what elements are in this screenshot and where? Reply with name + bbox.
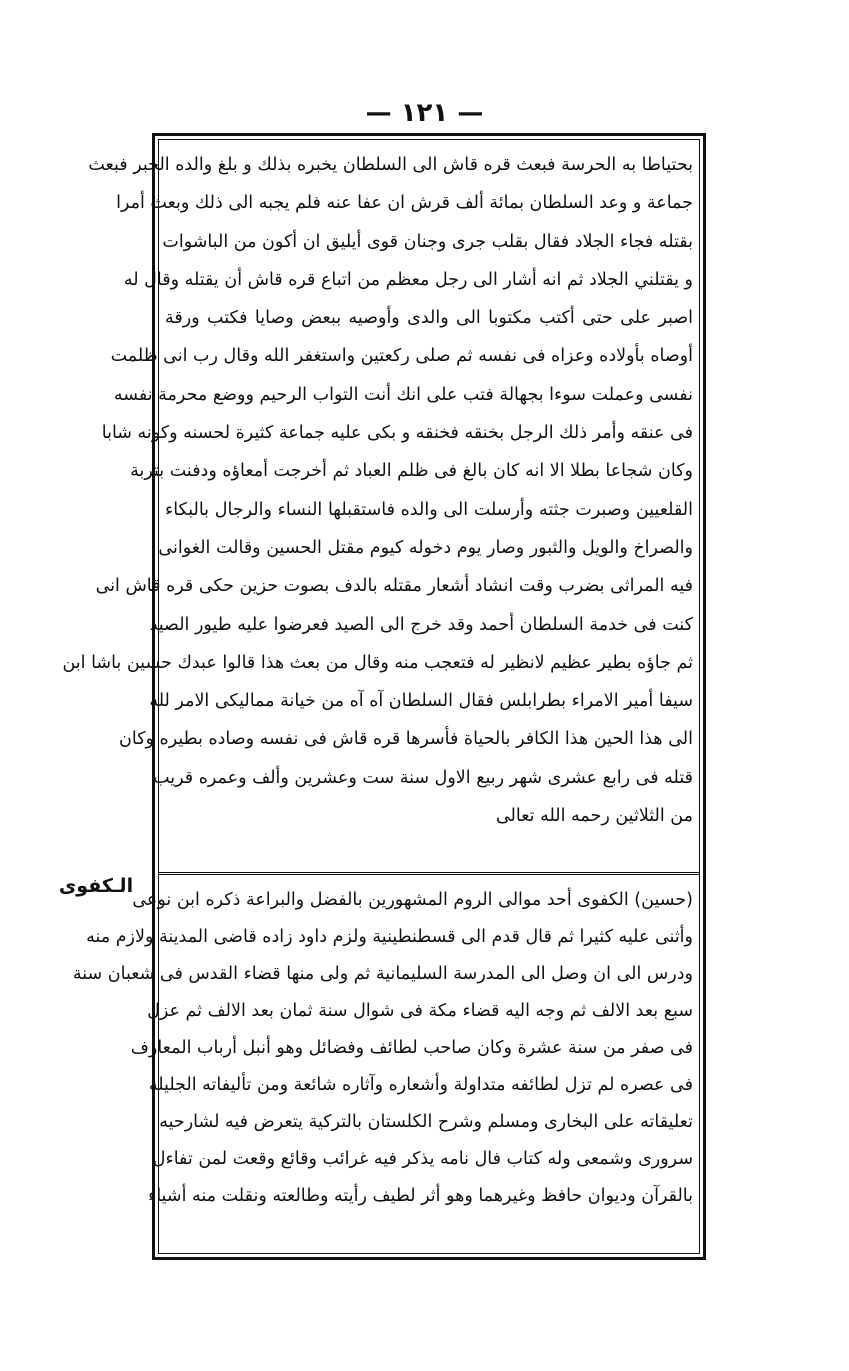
text-line: فى عصره لم تزل لطائفه متداولة وأشعاره وآثاره شائعة ومن تأليفاته الجليلة <box>148 1075 693 1095</box>
text-line: بقتله فجاء الجلاد فقال بقلب جرى وجنان قوى أيليق ان أكون من الباشوات <box>162 231 693 252</box>
text-line: بحتياطا به الحرسة فبعث قره قاش الى السلطان يخبره بذلك و بلغ والده الخبر فبعث <box>88 155 693 175</box>
text-line: والصراخ والويل والثبور وصار يوم دخوله كيوم مقتل الحسين وقالت الغوانى <box>158 537 693 558</box>
text-line: و يقتلني الجلاد ثم انه أشار الى رجل معظم من اتباع قره قاش أن يقتله وقال له <box>123 269 693 290</box>
text-line: فى صفر من سنة عشرة وكان صاحب لطائف وفضائل وهو أنبل أرباب المعارف <box>130 1038 693 1058</box>
text-line: فى عنقه وأمر ذلك الرجل بخنقه فخنقه و بكى عليه جماعة كثيرة لحسنه وكونه شابا <box>101 423 693 444</box>
text-line: وكان شجاعا بطلا الا انه كان بالغ فى ظلم العباد ثم أخرجت أمعاؤه ودفنت بتربة <box>130 461 693 482</box>
text-line: قتله فى رابع عشرى شهر ربيع الاول سنة ست وعشرين وألف وعمره قريب <box>153 767 693 788</box>
text-line: سيفا أمير الامراء بطرابلس فقال السلطان آه آه من خيانة مماليكى الامر لله <box>149 691 693 712</box>
text-line: تعليقاته على البخارى ومسلم وشرح الكلستان بالتركية يتعرض فيه لشارحيه <box>159 1112 693 1132</box>
text-line: فيه المراثى بضرب وقت انشاد أشعار مقتله بالدف بصوت حزين حكى قره قاش انى <box>95 576 693 597</box>
text-line: كنت فى خدمة السلطان أحمد وقد خرج الى الصيد فعرضوا عليه طيور الصيد <box>149 614 693 635</box>
text-line-final: من الثلاثين رحمه الله تعالى <box>495 806 693 827</box>
text-line: ثم جاؤه بطير عظيم لانظير له فتعجب منه وقال من بعث هذا قالوا عبدك حسين باشا ابن <box>62 652 693 673</box>
text-line: جماعة و وعد السلطان بمائة ألف قرش ان عفا عنه فلم يجبه الى ذلك وبعث أمرا <box>116 193 693 214</box>
text-line: أوصاه بأولاده وعزاه فى نفسه ثم صلى ركعتين واستغفر الله وقال رب انى ظلمت <box>110 346 693 367</box>
text-line: الى هذا الحين هذا الكافر بالحياة فأسرها قره قاش فى نفسه وصاده بطيره وكان <box>119 729 693 750</box>
text-line: وأثنى عليه كثيرا ثم قال قدم الى قسطنطينية ولزم داود زاده قاضى المدينة ولازم منه <box>86 927 693 947</box>
text-line: (حسين) الكفوى أحد موالى الروم المشهورين بالفضل والبراعة ذكره ابن نوعى <box>132 890 693 910</box>
text-line: بالقرآن وديوان حافظ وغيرهما وهو أثر لطيف رأيته وطالعته ونقلت منه أشياء <box>148 1186 693 1206</box>
text-line: سبع بعد الالف ثم وجه اليه قضاء مكة فى شوال سنة ثمان بعد الالف ثم عزل <box>147 1001 693 1021</box>
text-line: سرورى وشمعى وله كتاب فال نامه يذكر فيه غرائب وقائع وقعت لمن تفاءل <box>152 1149 693 1169</box>
text-line: نفسى وعملت سوءا بجهالة فتب على انك أنت التواب الرحيم ووضع محرمة نفسه <box>113 384 693 405</box>
text-line: ودرس الى ان وصل الى المدرسة السليمانية ثم ولى منها قضاء القدس فى شعبان سنة <box>72 964 693 984</box>
text-line: اصبر على حتى أكتب مكتوبا الى والدى وأوصيه ببعض وصايا فكتب ورقة <box>165 308 693 329</box>
entry-body-previous <box>62 146 693 874</box>
section-divider <box>158 872 700 875</box>
text-line: القلعيين وصبرت جثته وأرسلت الى والده فاستقبلها النساء والرجال بالبكاء <box>165 499 693 520</box>
margin-entry-name: الـكفوى <box>58 875 134 897</box>
page-number: — ١٢١ — <box>365 98 484 128</box>
